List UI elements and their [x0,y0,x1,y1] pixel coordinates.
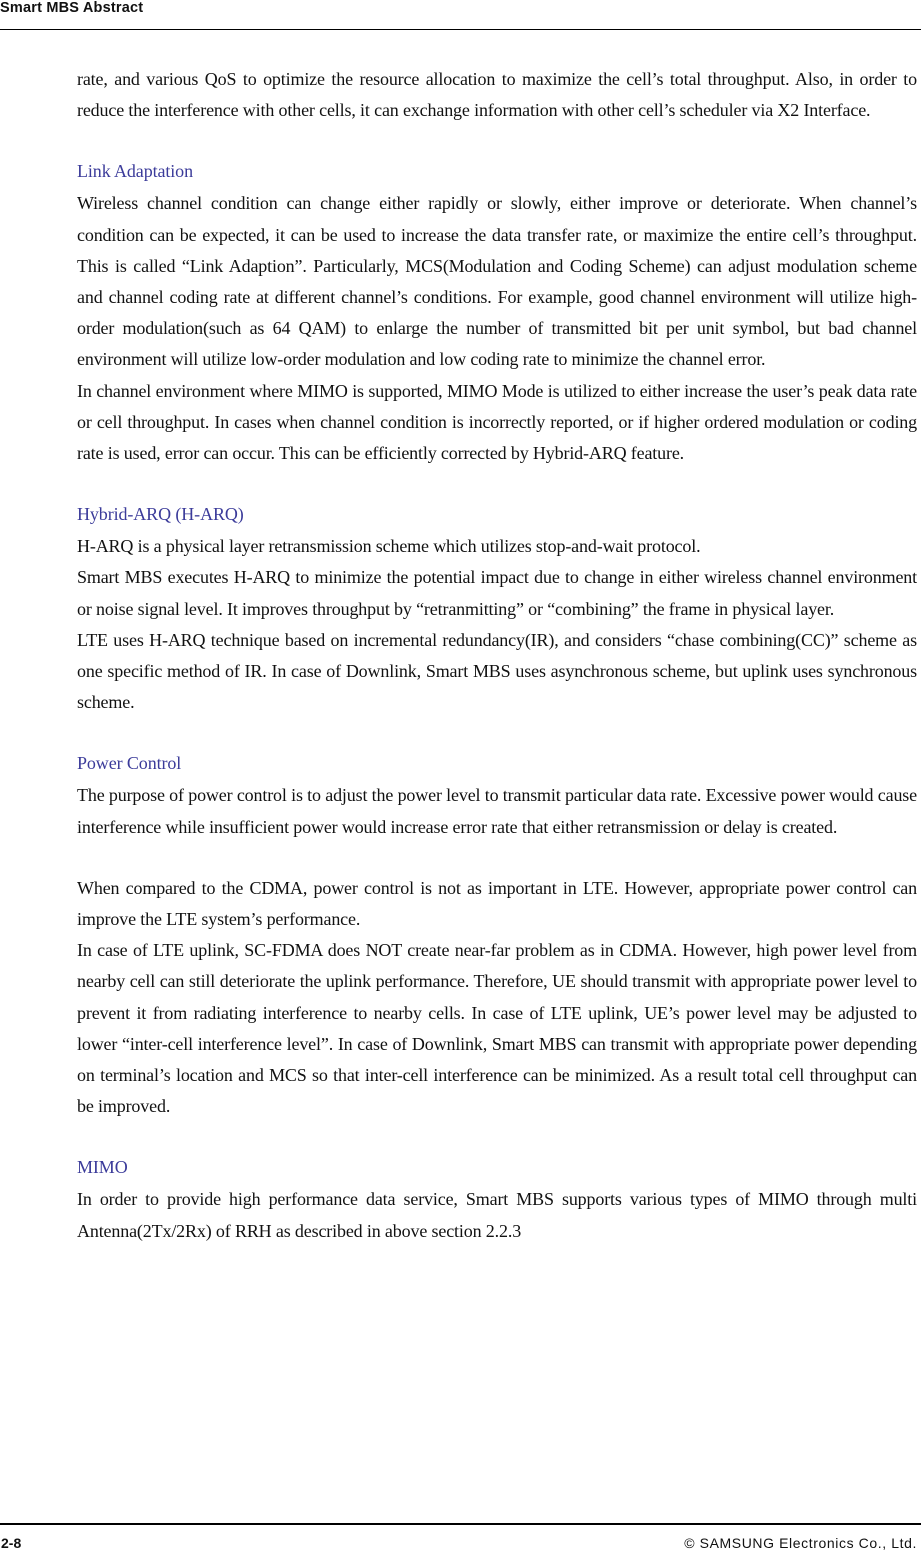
section-heading-power-control: Power Control [77,753,182,774]
power-control-paragraph-2: When compared to the CDMA, power control is not as important in LTE. However, appropriate power control can improve the LTE system’s performance. [77,877,917,930]
intro-paragraph: rate, and various QoS to optimize the resource allocation to maximize the cell’s total throughput. Also, in order to reduce the interference with other cells, it can exchange information with other cell’s scheduler via X2 Interface. [77,69,917,121]
power-control-paragraph-3: In case of LTE uplink, SC-FDMA does NOT create near-far problem as in CDMA. However, high power level from nearby cell can still deteriorate the uplink performance. Therefore, UE should transmit with appropriate power level to prevent it from radiating interference to nearby cells. In case of LTE uplink, UE’s power level may be adjusted to lower “inter-cell interference level”. In case of Downlink, Smart MBS can transmit with appropriate power depending on terminal’s location and MCS so that inter-cell interference can be minimized. As a result total cell throughput can be improved. [77,940,917,1117]
harq-paragraph-2: Smart MBS executes H-ARQ to minimize the potential impact due to change in either wireless channel environment or noise signal level. It improves throughput by “retranmitting” or “combining” the frame in physical layer. [77,567,917,619]
section-heading-link-adaptation: Link Adaptation [77,161,193,182]
page-number: 2-8 [1,1535,22,1551]
link-adaptation-paragraph-1: Wireless channel condition can change either rapidly or slowly, either improve or deteriorate. When channel’s condition can be expected, it can be used to increase the data transfer rate, or maximize the entire cell’s throughput. This is called “Link Adaption”. Particularly, MCS(Modulation and Coding Scheme) can adjust modulation scheme and channel coding rate at different channel’s conditions. For example, good channel environment will utilize high-order modulation(such as 64 QAM) to enlarge the number of transmitted bit per unit symbol, but bad channel environment will utilize low-order modulation and low coding rate to minimize the channel error. [77,193,917,370]
section-heading-mimo: MIMO [77,1157,128,1178]
copyright-notice: © SAMSUNG Electronics Co., Ltd. [684,1535,917,1551]
section-heading-harq: Hybrid-ARQ (H-ARQ) [77,504,244,525]
harq-paragraph-1: H-ARQ is a physical layer retransmission scheme which utilizes stop-and-wait protocol. [77,536,701,557]
page-body [77,64,917,1247]
page-footer [0,1523,921,1555]
mimo-paragraph-1: In order to provide high performance data service, Smart MBS supports various types of MIMO through multi Antenna(2Tx/2Rx) of RRH as described in above section 2.2.3 [77,1189,917,1241]
link-adaptation-paragraph-2: In channel environment where MIMO is supported, MIMO Mode is utilized to either increase the user’s peak data rate or cell throughput. In cases when channel condition is incorrectly reported, or if higher ordered modulation or coding rate is used, error can occur. This can be efficiently corrected by Hybrid-ARQ feature. [77,380,917,464]
running-header [0,0,921,30]
harq-paragraph-3: LTE uses H-ARQ technique based on incremental redundancy(IR), and considers “chase combining(CC)” scheme as one specific method of IR. In case of Downlink, Smart MBS uses asynchronous scheme, but uplink uses synchronous scheme. [77,629,917,713]
power-control-paragraph-1: The purpose of power control is to adjust the power level to transmit particular data rate. Excessive power would cause interference while insufficient power would increase error rate that either retransmission or delay is created. [77,785,917,837]
document-title: Smart MBS Abstract [0,0,144,16]
